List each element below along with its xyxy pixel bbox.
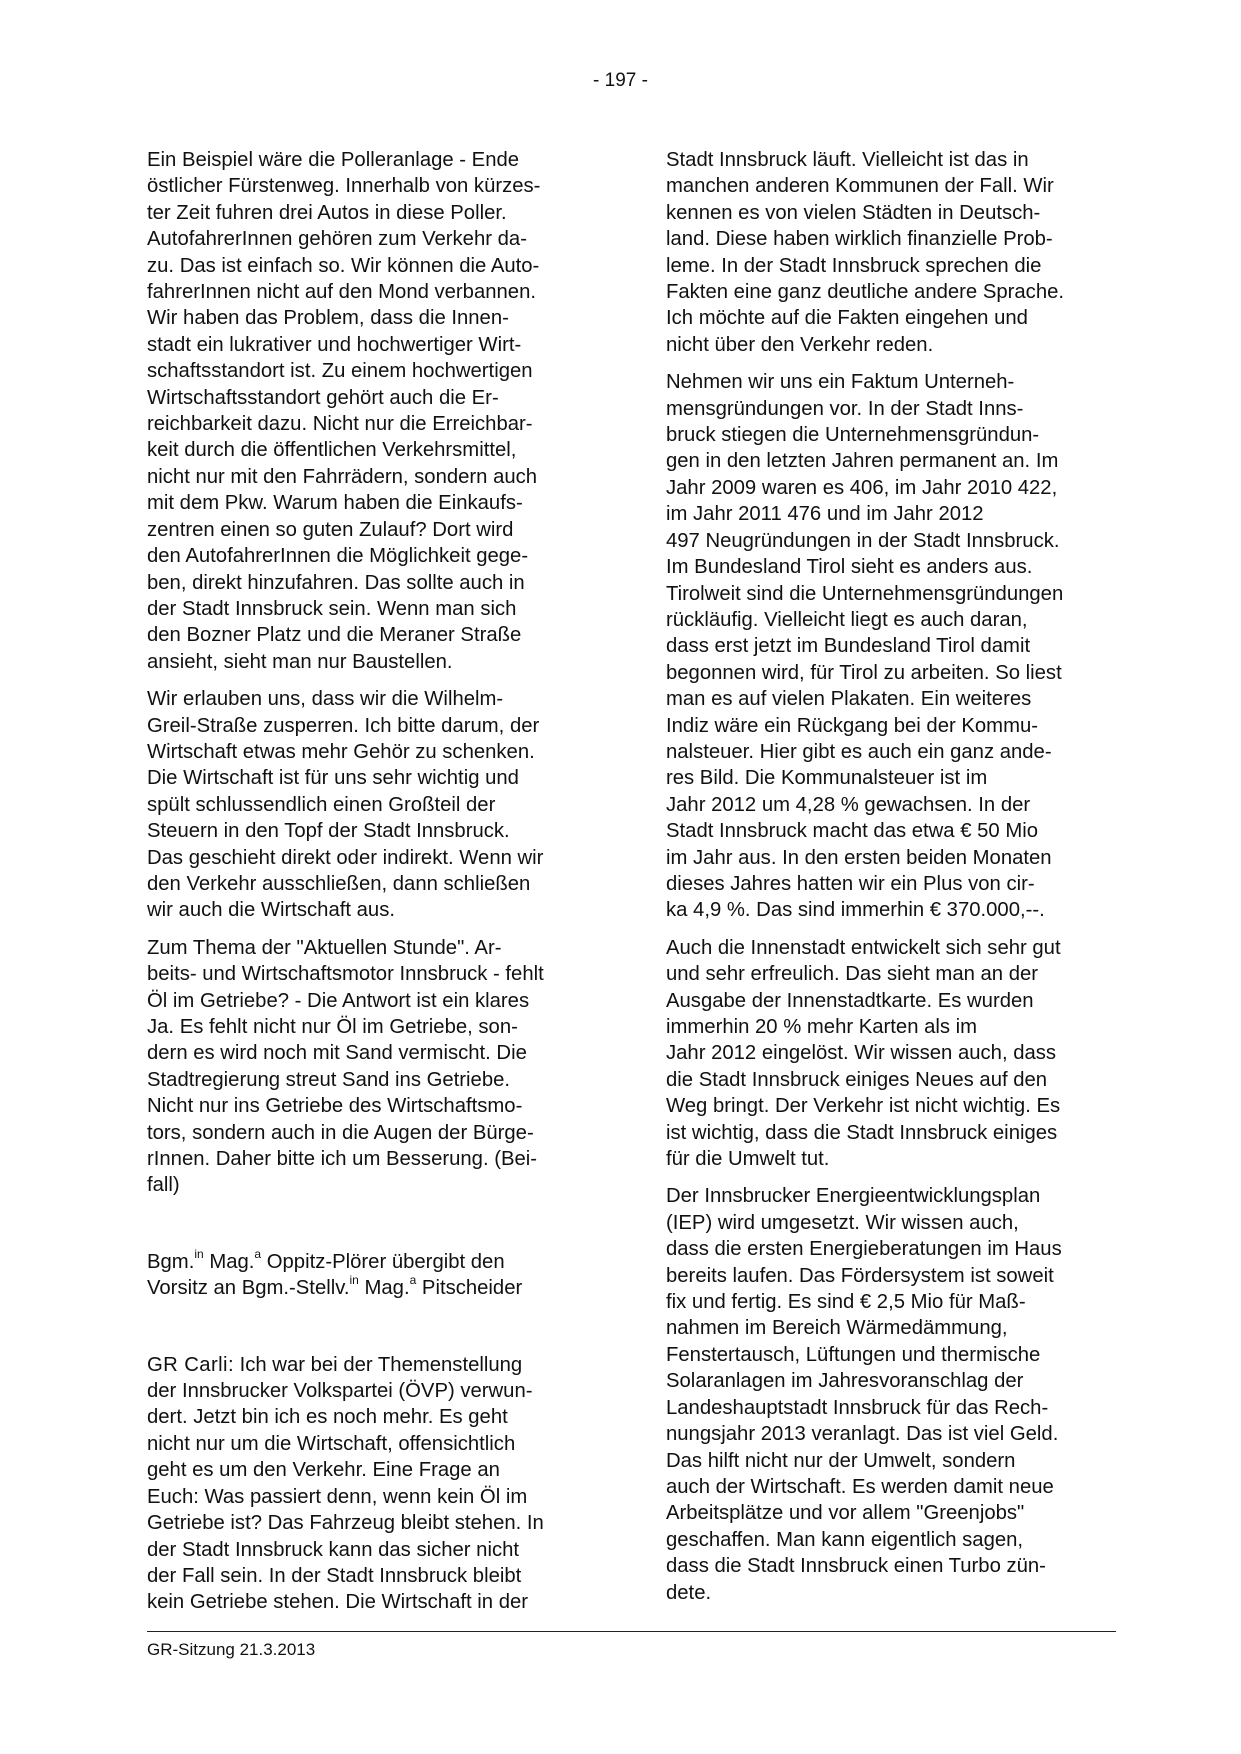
text-line: schaftsstandort ist. Zu einem hochwertigen: [147, 360, 533, 383]
text-line: [147, 1352, 605, 1378]
text-line: ist wichtig, dass die Stadt Innsbruck einiges: [666, 1121, 1058, 1144]
text-line: nungsjahr 2013 veranlagt. Das ist viel Geld.: [666, 1423, 1059, 1446]
text-fragment: Ich war bei der Themenstellung: [233, 1353, 523, 1376]
text-line: Fakten eine ganz deutliche andere Sprache.: [666, 281, 1065, 304]
text-line: ansieht, sieht man nur Baustellen.: [147, 650, 453, 673]
text-line: rückläufig. Vielleicht liegt es auch daran,: [666, 608, 1028, 631]
text-line: Wirtschaft etwas mehr Gehör zu schenken.: [147, 740, 535, 763]
text-line: Zum Thema der "Aktuellen Stunde". Ar-: [147, 936, 502, 959]
text-line: östlicher Fürstenweg. Innerhalb von kürzes-: [147, 175, 541, 198]
text-line: Arbeitsplätze und vor allem "Greenjobs": [666, 1502, 1025, 1525]
text-line: Öl im Getriebe? - Die Antwort ist ein klares: [147, 989, 530, 1012]
text-line: Ich möchte auf die Fakten eingehen und: [666, 307, 1028, 330]
paragraph: [666, 369, 1124, 924]
text-line: manchen anderen Kommunen der Fall. Wir: [666, 175, 1054, 198]
text-line: Im Bundesland Tirol sieht es anders aus.: [666, 556, 1033, 579]
text-line: dern es wird noch mit Sand vermischt. Die: [147, 1042, 527, 1065]
text-line: geschaffen. Man kann eigentlich sagen,: [666, 1528, 1024, 1551]
text-line: Steuern in den Topf der Stadt Innsbruck.: [147, 820, 510, 843]
text-line: der Stadt Innsbruck sein. Wenn man sich: [147, 597, 517, 620]
page-number: - 197 -: [593, 70, 648, 91]
text-line: Indiz wäre ein Rückgang bei der Kommu-: [666, 714, 1039, 737]
text-line: und sehr erfreulich. Das sieht man an der: [666, 963, 1039, 986]
text-line: Ausgabe der Innenstadtkarte. Es wurden: [666, 989, 1034, 1012]
text-line: Stadtregierung streut Sand ins Getriebe.: [147, 1068, 511, 1091]
text-line: reichbarkeit dazu. Nicht nur die Erreichbar-: [147, 413, 533, 436]
text-line: der Stadt Innsbruck kann das sicher nicht: [147, 1538, 520, 1561]
text-line: fall): [147, 1174, 180, 1197]
text-line: dieses Jahres hatten wir ein Plus von cir-: [666, 872, 1035, 895]
text-line: den Bozner Platz und die Meraner Straße: [147, 624, 522, 647]
text-line: nalsteuer. Hier gibt es auch ein ganz ande-: [666, 740, 1052, 763]
text-line: den AutofahrerInnen die Möglichkeit gege-: [147, 545, 529, 568]
text-line: mit dem Pkw. Warum haben die Einkaufs-: [147, 492, 523, 515]
text-line: Ja. Es fehlt nicht nur Öl im Getriebe, son-: [147, 1016, 518, 1038]
text-fragment: Pitscheider: [416, 1277, 523, 1300]
text-line: tors, sondern auch in die Augen der Bürge-: [147, 1121, 534, 1144]
text-line: den Verkehr ausschließen, dann schließen: [147, 872, 531, 895]
text-line: dass die Stadt Innsbruck einen Turbo zün-: [666, 1555, 1046, 1578]
text-line: bruck stiegen die Unternehmensgründun-: [666, 424, 1040, 447]
text-line: Getriebe ist? Das Fahrzeug bleibt stehen. In: [147, 1512, 544, 1535]
text-line: Euch: Was passiert denn, wenn kein Öl im: [147, 1485, 528, 1508]
superscript: a: [254, 1247, 262, 1262]
text-line: immerhin 20 % mehr Karten als im: [666, 1016, 978, 1038]
superscript: in: [349, 1273, 359, 1288]
text-line: ter Zeit fuhren drei Autos in diese Poller.: [147, 201, 507, 224]
left-column: [147, 147, 605, 1627]
text-line: für die Umwelt tut.: [666, 1148, 830, 1171]
text-line: die Stadt Innsbruck einiges Neues auf den: [666, 1068, 1048, 1091]
text-line: Nicht nur ins Getriebe des Wirtschaftsmo-: [147, 1095, 523, 1118]
text-line: leme. In der Stadt Innsbruck sprechen die: [666, 254, 1042, 277]
text-line: keit durch die öffentlichen Verkehrsmittel,: [147, 439, 517, 462]
text-line: zu. Das ist einfach so. Wir können die Auto-: [147, 254, 540, 277]
superscript: in: [194, 1247, 204, 1262]
text-line: Landeshauptstadt Innsbruck für das Rech-: [666, 1396, 1049, 1419]
text-line: ben, direkt hinzufahren. Das sollte auch in: [147, 571, 525, 594]
text-fragment: Mag.: [358, 1277, 410, 1300]
text-line: kein Getriebe stehen. Die Wirtschaft in der: [147, 1591, 529, 1614]
text-line: nicht nur mit den Fahrrädern, sondern auch: [147, 465, 538, 488]
text-line: Das hilft nicht nur der Umwelt, sondern: [666, 1449, 1016, 1472]
text-line: kennen es von vielen Städten in Deutsch-: [666, 201, 1041, 224]
text-line: fahrerInnen nicht auf den Mond verbannen.: [147, 281, 536, 304]
text-line: der Fall sein. In der Stadt Innsbruck bleibt: [147, 1564, 522, 1587]
footer-text: GR-Sitzung 21.3.2013: [147, 1640, 316, 1659]
paragraph: [147, 686, 605, 924]
text-line: dass die ersten Energieberatungen im Haus: [666, 1238, 1062, 1261]
text-fragment: Mag.: [203, 1250, 255, 1273]
paragraph: [666, 147, 1124, 358]
text-line: spült schlussendlich einen Großteil der: [147, 793, 496, 816]
speaker-name: GR Carli:: [147, 1353, 234, 1376]
text-line: beits- und Wirtschaftsmotor Innsbruck - fehlt: [147, 963, 544, 986]
text-line: [147, 1275, 605, 1301]
text-line: Jahr 2009 waren es 406, im Jahr 2010 422,: [666, 476, 1058, 499]
text-fragment: Oppitz-Plörer übergibt den: [261, 1250, 505, 1273]
text-line: Das geschieht direkt oder indirekt. Wenn wir: [147, 846, 544, 869]
text-line: 497 Neugründungen in der Stadt Innsbruck.: [666, 529, 1060, 552]
text-line: Jahr 2012 um 4,28 % gewachsen. In der: [666, 793, 1031, 816]
text-line: stadt ein lukrativer und hochwertiger Wirt-: [147, 333, 522, 356]
text-line: im Jahr aus. In den ersten beiden Monaten: [666, 846, 1052, 869]
right-column: [666, 147, 1124, 1617]
text-line: Nehmen wir uns ein Faktum Unterneh-: [666, 371, 1015, 394]
text-line: Fenstertausch, Lüftungen und thermische: [666, 1343, 1041, 1366]
text-line: dert. Jetzt bin ich es noch mehr. Es geht: [147, 1406, 508, 1429]
text-line: Wir haben das Problem, dass die Innen-: [147, 307, 509, 330]
speech-lines: [147, 1378, 605, 1616]
text-line: dete.: [666, 1581, 712, 1604]
text-line: dass erst jetzt im Bundesland Tirol damit: [666, 635, 1031, 658]
text-line: rInnen. Daher bitte ich um Besserung. (Bei-: [147, 1148, 538, 1171]
text-line: geht es um den Verkehr. Eine Frage an: [147, 1459, 500, 1482]
superscript: a: [409, 1273, 417, 1288]
text-fragment: Bgm.: [147, 1250, 195, 1273]
text-line: im Jahr 2011 476 und im Jahr 2012: [666, 503, 984, 526]
chair-handover-note: [147, 1249, 605, 1302]
text-line: AutofahrerInnen gehören zum Verkehr da-: [147, 228, 527, 251]
text-line: Tirolweit sind die Unternehmensgründungen: [666, 582, 1064, 605]
text-line: Wirtschaftsstandort gehört auch die Er-: [147, 386, 499, 409]
text-line: Auch die Innenstadt entwickelt sich sehr gut: [666, 936, 1061, 959]
text-line: Stadt Innsbruck macht das etwa € 50 Mio: [666, 820, 1039, 843]
paragraph: [147, 147, 605, 675]
footer-divider: [147, 1631, 1116, 1632]
text-line: nicht über den Verkehr reden.: [666, 333, 934, 356]
text-line: (IEP) wird umgesetzt. Wir wissen auch,: [666, 1211, 1019, 1234]
text-line: auch der Wirtschaft. Es werden damit neue: [666, 1475, 1054, 1498]
text-line: man es auf vielen Plakaten. Ein weiteres: [666, 688, 1032, 711]
text-line: Der Innsbrucker Energieentwicklungsplan: [666, 1185, 1041, 1208]
text-line: nicht nur um die Wirtschaft, offensichtlich: [147, 1432, 516, 1455]
text-line: der Innsbrucker Volkspartei (ÖVP) verwun-: [147, 1380, 533, 1403]
text-line: land. Diese haben wirklich finanzielle Prob-: [666, 228, 1053, 251]
paragraph: [666, 1183, 1124, 1606]
text-line: Ein Beispiel wäre die Polleranlage - Ende: [147, 149, 520, 171]
text-line: mensgründungen vor. In der Stadt Inns-: [666, 397, 1024, 420]
text-line: Weg bringt. Der Verkehr ist nicht wichtig. Es: [666, 1095, 1061, 1118]
text-line: begonnen wird, für Tirol zu arbeiten. So liest: [666, 661, 1062, 684]
text-line: ka 4,9 %. Das sind immerhin € 370.000,--.: [666, 899, 1045, 922]
text-line: Greil-Straße zusperren. Ich bitte darum, der: [147, 714, 540, 737]
text-line: nahmen im Bereich Wärmedämmung,: [666, 1317, 1008, 1340]
text-line: fix und fertig. Es sind € 2,5 Mio für Maß-: [666, 1291, 1026, 1314]
text-line: wir auch die Wirtschaft aus.: [147, 899, 395, 922]
text-line: gen in den letzten Jahren permanent an. Im: [666, 450, 1059, 473]
text-line: res Bild. Die Kommunalsteuer ist im: [666, 767, 988, 790]
speech-paragraph: [147, 1352, 605, 1616]
text-line: Stadt Innsbruck läuft. Vielleicht ist das in: [666, 149, 1029, 171]
paragraph: [147, 935, 605, 1199]
text-line: Die Wirtschaft ist für uns sehr wichtig und: [147, 767, 519, 790]
text-line: zentren einen so guten Zulauf? Dort wird: [147, 518, 514, 541]
text-line: Jahr 2012 eingelöst. Wir wissen auch, dass: [666, 1042, 1057, 1065]
text-line: bereits laufen. Das Fördersystem ist soweit: [666, 1264, 1054, 1287]
text-line: [147, 1249, 605, 1275]
text-line: Wir erlauben uns, dass wir die Wilhelm-: [147, 688, 504, 711]
paragraph: [666, 935, 1124, 1173]
text-line: Solaranlagen im Jahresvoranschlag der: [666, 1370, 1024, 1393]
text-fragment: Vorsitz an Bgm.-Stellv.: [147, 1277, 350, 1300]
